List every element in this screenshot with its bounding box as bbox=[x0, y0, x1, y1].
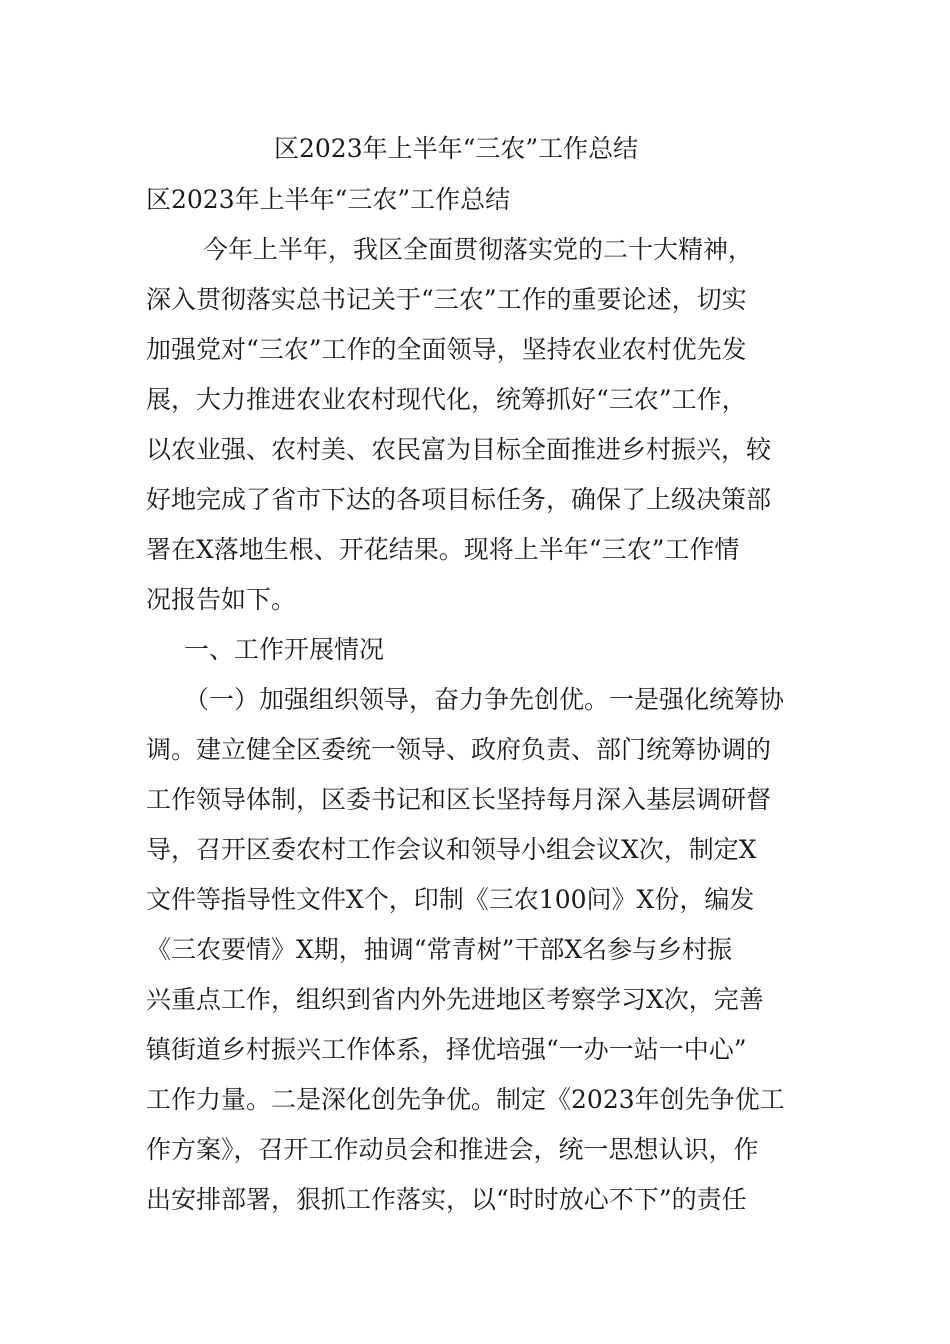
paragraph-line: 加强党对“三农”工作的全面领导，坚持农业农村优先发 bbox=[146, 335, 747, 364]
paragraph-line: 出安排部署，狠抓工作落实，以“时时放心不下”的责任 bbox=[146, 1185, 747, 1214]
paragraph-line: 《三农要情》X期，抽调“常青树”干部X名参与乡村振 bbox=[146, 935, 733, 964]
paragraph-line: 展，大力推进农业农村现代化，统筹抓好“三农”工作， bbox=[146, 385, 747, 414]
paragraph-line: 今年上半年，我区全面贯彻落实党的二十大精神， bbox=[203, 235, 754, 264]
paragraph-line: 导，召开区委农村工作会议和领导小组会议X次，制定X bbox=[146, 835, 757, 864]
paragraph-line: 镇街道乡村振兴工作体系，择优培强“一办一站一中心” bbox=[146, 1035, 747, 1064]
paragraph-line: 文件等指导性文件X个，印制《三农100问》X份，编发 bbox=[146, 885, 755, 914]
paragraph-line: 以农业强、农村美、农民富为目标全面推进乡村振兴，较 bbox=[146, 435, 772, 464]
paragraph-line: 工作领导体制，区委书记和区长坚持每月深入基层调研督 bbox=[146, 785, 772, 814]
paragraph-line: （一）加强组织领导，奋力争先创优。一是强化统筹协 bbox=[184, 685, 785, 714]
paragraph-line: 兴重点工作，组织到省内外先进地区考察学习X次，完善 bbox=[146, 985, 764, 1014]
section-heading: 一、工作开展情况 bbox=[184, 635, 385, 664]
paragraph-line: 好地完成了省市下达的各项目标任务，确保了上级决策部 bbox=[146, 485, 772, 514]
paragraph-line: 工作力量。二是深化创先争优。制定《2023年创先争优工 bbox=[146, 1085, 785, 1114]
paragraph-line: 调。建立健全区委统一领导、政府负责、部门统筹协调的 bbox=[146, 735, 772, 764]
document-title: 区2023年上半年“三农”工作总结 bbox=[274, 134, 639, 163]
paragraph-line: 深入贯彻落实总书记关于“三农”工作的重要论述，切实 bbox=[146, 285, 747, 314]
paragraph-line: 署在X落地生根、开花结果。现将上半年“三农”工作情 bbox=[146, 535, 740, 564]
paragraph-line: 况报告如下。 bbox=[146, 585, 297, 614]
document-subtitle: 区2023年上半年“三农”工作总结 bbox=[146, 185, 511, 214]
paragraph-line: 作方案》，召开工作动员会和推进会，统一思想认识，作 bbox=[146, 1135, 759, 1164]
